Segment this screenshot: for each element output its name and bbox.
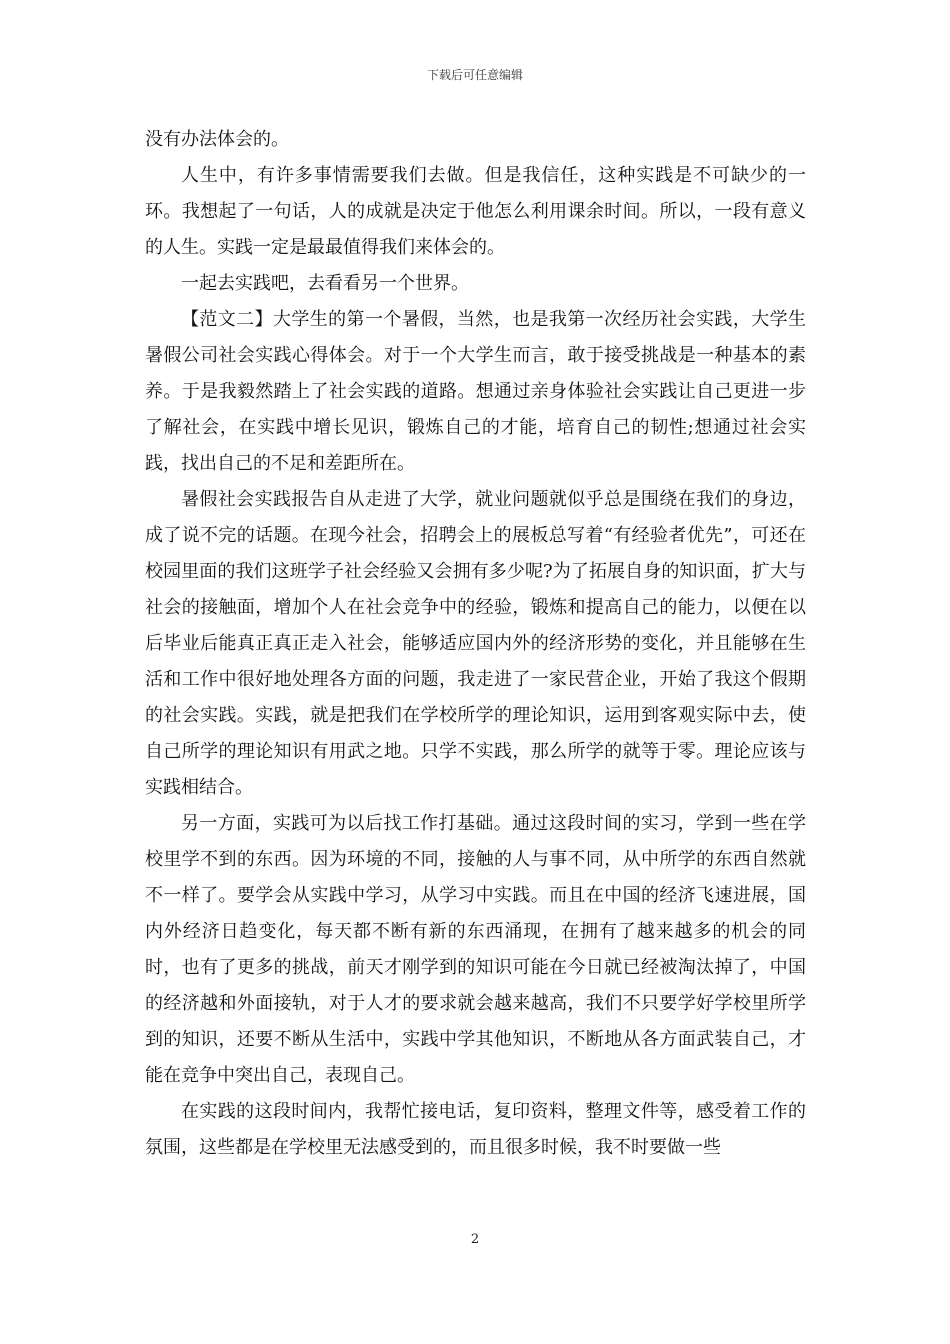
paragraph-2: 人生中，有许多事情需要我们去做。但是我信任，这种实践是不可缺少的一环。我想起了一句话，人的成就是决定于他怎么利用课余时间。所以，一段有意义的人生。实践一定是最最值得我们来体会的。 xyxy=(145,165,806,258)
paragraph-1: 没有办法体会的。 xyxy=(145,129,289,150)
page-header: 下载后可任意编辑 xyxy=(426,68,523,82)
paragraph-7: 在实践的这段时间内，我帮忙接电话，复印资料，整理文件等，感受着工作的氛围，这些都是在学校里无法感受到的，而且很多时候，我不时要做一些 xyxy=(145,1101,806,1158)
paragraph-4: 【范文二】大学生的第一个暑假，当然，也是我第一次经历社会实践，大学生暑假公司社会实践心得体会。对于一个大学生而言，敢于接受挑战是一种基本的素养。于是我毅然踏上了社会实践的道路。想通过亲身体验社会实践让自己更进一步了解社会，在实践中增长见识，锻炼自己的才能，培育自己的韧性;想通过社会实践，找出自己的不足和差距所在。 xyxy=(145,309,806,474)
page-number: 2 xyxy=(470,1232,480,1247)
document-body xyxy=(145,122,806,1166)
paragraph-5: 暑假社会实践报告自从走进了大学，就业问题就似乎总是围绕在我们的身边，成了说不完的话题。在现今社会，招聘会上的展板总写着“有经验者优先”，可还在校园里面的我们这班学子社会经验又会拥有多少呢?为了拓展自身的知识面，扩大与社会的接触面，增加个人在社会竞争中的经验，锻炼和提高自己的能力，以便在以后毕业后能真正真正走入社会，能够适应国内外的经济形势的变化，并且能够在生活和工作中很好地处理各方面的问题，我走进了一家民营企业，开始了我这个假期的社会实践。实践，就是把我们在学校所学的理论知识，运用到客观实际中去，使自己所学的理论知识有用武之地。只学不实践，那么所学的就等于零。理论应该与实践相结合。 xyxy=(145,489,806,798)
paragraph-6: 另一方面，实践可为以后找工作打基础。通过这段时间的实习，学到一些在学校里学不到的东西。因为环境的不同，接触的人与事不同，从中所学的东西自然就不一样了。要学会从实践中学习，从学习中实践。而且在中国的经济飞速进展，国内外经济日趋变化，每天都不断有新的东西涌现，在拥有了越来越多的机会的同时，也有了更多的挑战，前天才刚学到的知识可能在今日就已经被淘汰掉了，中国的经济越和外面接轨，对于人才的要求就会越来越高，我们不只要学好学校里所学到的知识，还要不断从生活中，实践中学其他知识，不断地从各方面武装自己，才能在竞争中突出自己，表现自己。 xyxy=(145,813,806,1086)
paragraph-3: 一起去实践吧，去看看另一个世界。 xyxy=(181,273,469,294)
